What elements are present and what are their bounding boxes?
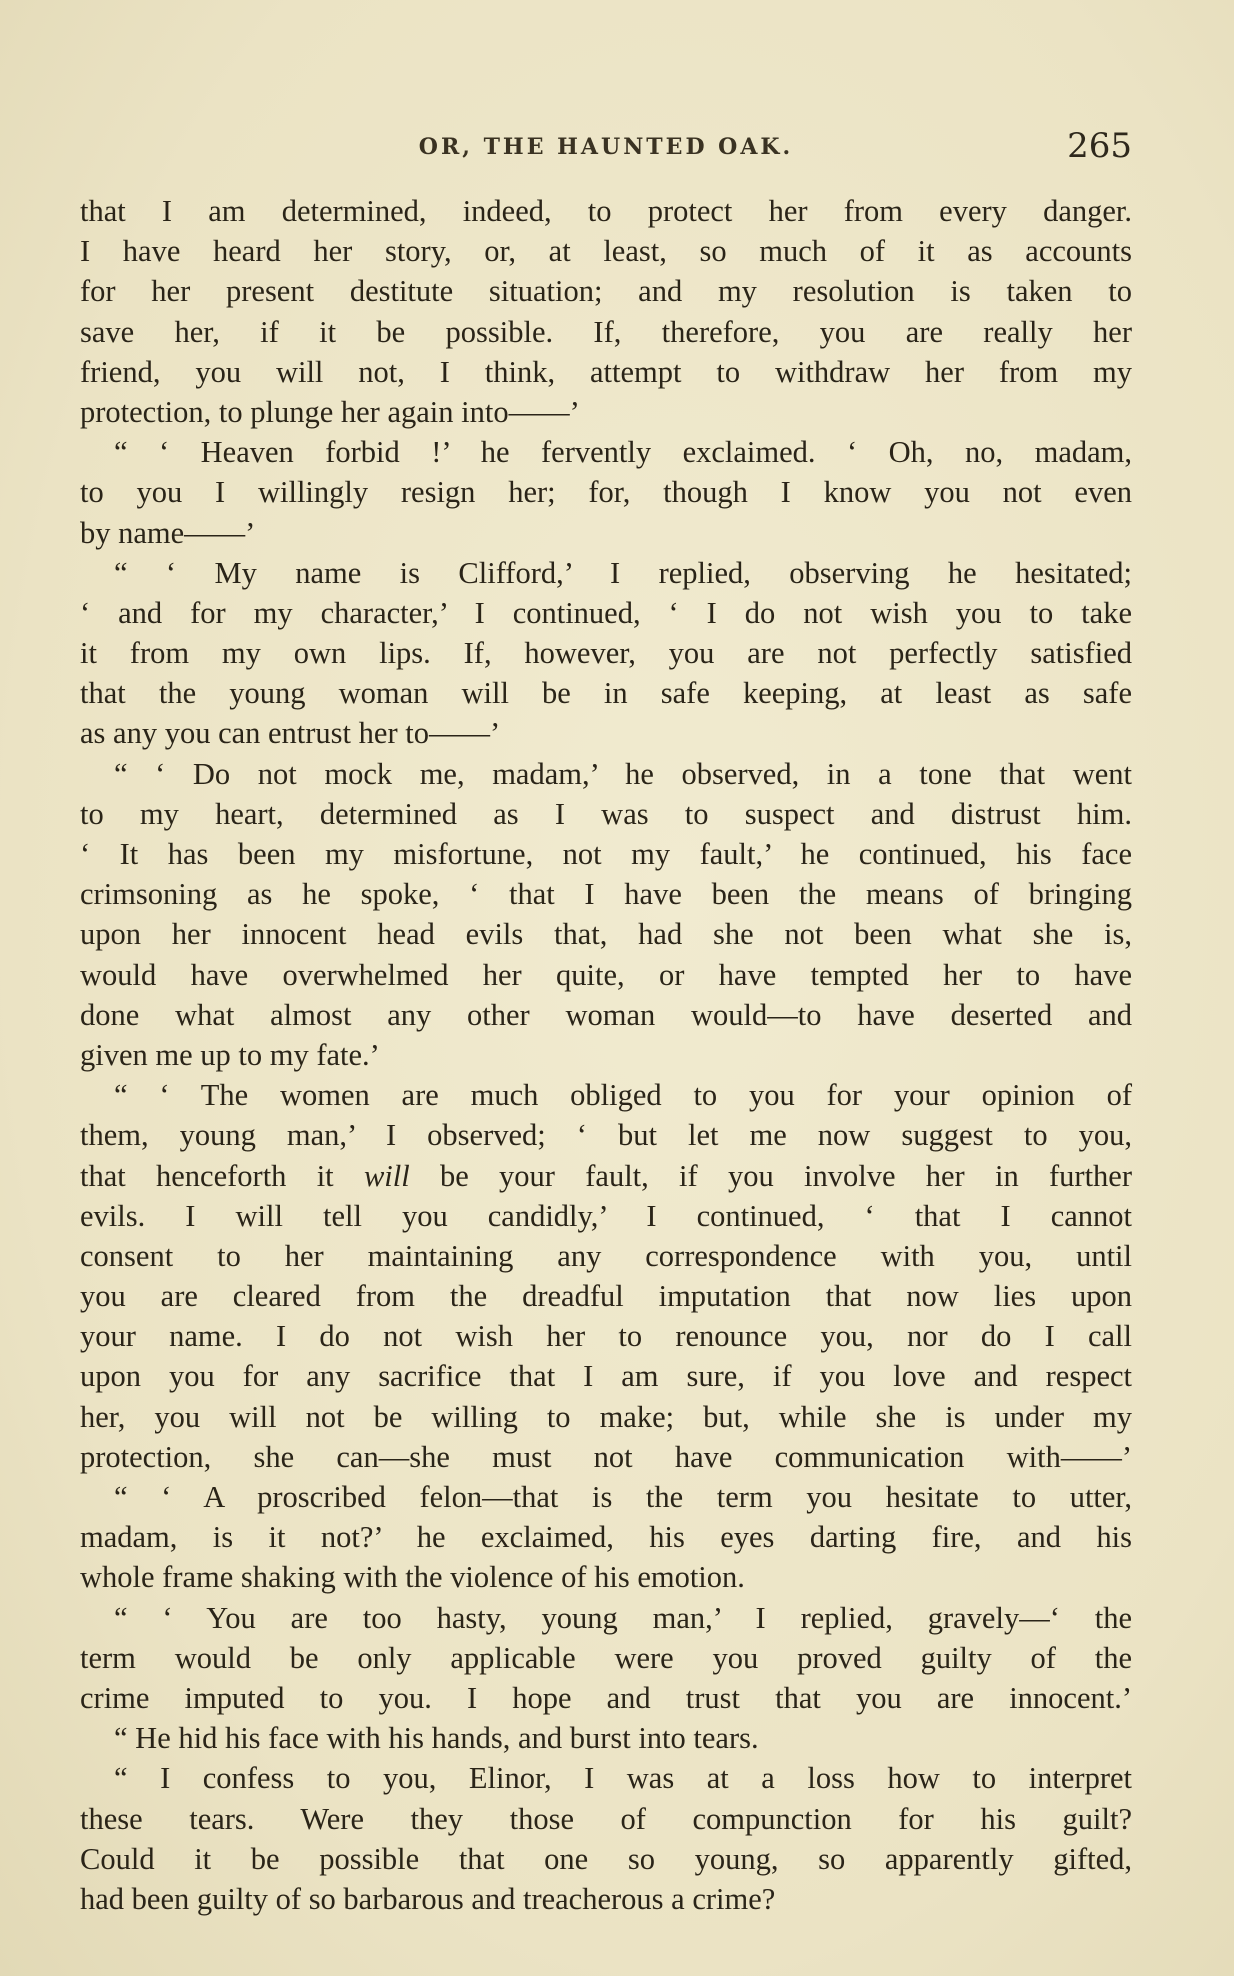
body-text — [80, 191, 1132, 1919]
text-line: whole frame shaking with the violence of his emotion. — [80, 1560, 745, 1595]
text-line: given me up to my fate.’ — [80, 1037, 380, 1072]
text-line: crimsoning as he spoke, ‘ that I have been the means of bringing — [80, 877, 1132, 912]
text-line: to you I willingly resign her; for, though I know you not even — [80, 475, 1132, 510]
text-line: you are cleared from the dreadful imputation that now lies upon — [80, 1279, 1132, 1314]
text-line: upon her innocent head evils that, had she not been what she is, — [80, 917, 1132, 952]
text-line: Could it be possible that one so young, so apparently gifted, — [80, 1841, 1132, 1876]
text-line: that I am determined, indeed, to protect her from every danger. — [80, 194, 1132, 228]
text-line: crime imputed to you. I hope and trust that you are innocent.’ — [80, 1680, 1132, 1715]
text-line: I have heard her story, or, at least, so much of it as accounts — [80, 234, 1132, 269]
text-line: that henceforth it will be your fault, if you involve her in further — [80, 1158, 1132, 1193]
text-line: them, young man,’ I observed; ‘ but let me now suggest to you, — [80, 1118, 1132, 1153]
text-line: ‘ and for my character,’ I continued, ‘ I do not wish you to take — [80, 595, 1132, 630]
page-number: 265 — [1067, 126, 1132, 166]
text-line: would have overwhelmed her quite, or have tempted her to have — [80, 957, 1132, 992]
text-line: “ ‘ The women are much obliged to you for your opinion of — [114, 1078, 1132, 1113]
text-line: madam, is it not?’ he exclaimed, his eyes darting fire, and his — [80, 1520, 1132, 1555]
text-line: these tears. Were they those of compunction for his guilt? — [80, 1801, 1132, 1836]
text-line: to my heart, determined as I was to suspect and distrust him. — [80, 796, 1132, 831]
text-line: “ ‘ Heaven forbid !’ he fervently exclaimed. ‘ Oh, no, madam, — [114, 435, 1132, 470]
text-line: for her present destitute situation; and my resolution is taken to — [80, 274, 1132, 309]
text-line: “ ‘ Do not mock me, madam,’ he observed, in a tone that went — [114, 756, 1132, 791]
text-line: done what almost any other woman would—to have deserted and — [80, 997, 1132, 1032]
text-line: evils. I will tell you candidly,’ I continued, ‘ that I cannot — [80, 1198, 1132, 1233]
text-line: your name. I do not wish her to renounce you, nor do I call — [80, 1319, 1132, 1354]
text-line: “ I confess to you, Elinor, I was at a loss how to interpret — [114, 1761, 1132, 1796]
text-line: consent to her maintaining any correspondence with you, until — [80, 1238, 1132, 1273]
text-line: it from my own lips. If, however, you are not perfectly satisfied — [80, 636, 1132, 671]
text-line: term would be only applicable were you proved guilty of the — [80, 1640, 1132, 1675]
text-line: protection, to plunge her again into——’ — [80, 394, 580, 429]
text-line: “ He hid his face with his hands, and burst into tears. — [114, 1721, 759, 1756]
text-line: upon you for any sacrifice that I am sure, if you love and respect — [80, 1359, 1132, 1394]
text-line: friend, you will not, I think, attempt to withdraw her from my — [80, 354, 1132, 389]
text-line: save her, if it be possible. If, therefore, you are really her — [80, 314, 1132, 349]
text-line: by name——’ — [80, 515, 256, 550]
text-line: as any you can entrust her to——’ — [80, 716, 501, 751]
text-line: “ ‘ You are too hasty, young man,’ I replied, gravely—‘ the — [114, 1600, 1132, 1635]
running-title: OR, THE HAUNTED OAK. — [418, 134, 794, 160]
text-line: “ ‘ My name is Clifford,’ I replied, observing he hesitated; — [114, 555, 1132, 590]
text-line: “ ‘ A proscribed felon—that is the term you hesitate to utter, — [114, 1480, 1132, 1514]
text-line: her, you will not be willing to make; but, while she is under my — [80, 1399, 1132, 1434]
text-line: that the young woman will be in safe keeping, at least as safe — [80, 676, 1132, 711]
running-head — [80, 126, 1132, 166]
text-line: ‘ It has been my misfortune, not my fault,’ he continued, his face — [80, 837, 1132, 871]
text-line: had been guilty of so barbarous and treacherous a crime? — [80, 1881, 776, 1916]
text-line: protection, she can—she must not have communication with——’ — [80, 1439, 1132, 1474]
